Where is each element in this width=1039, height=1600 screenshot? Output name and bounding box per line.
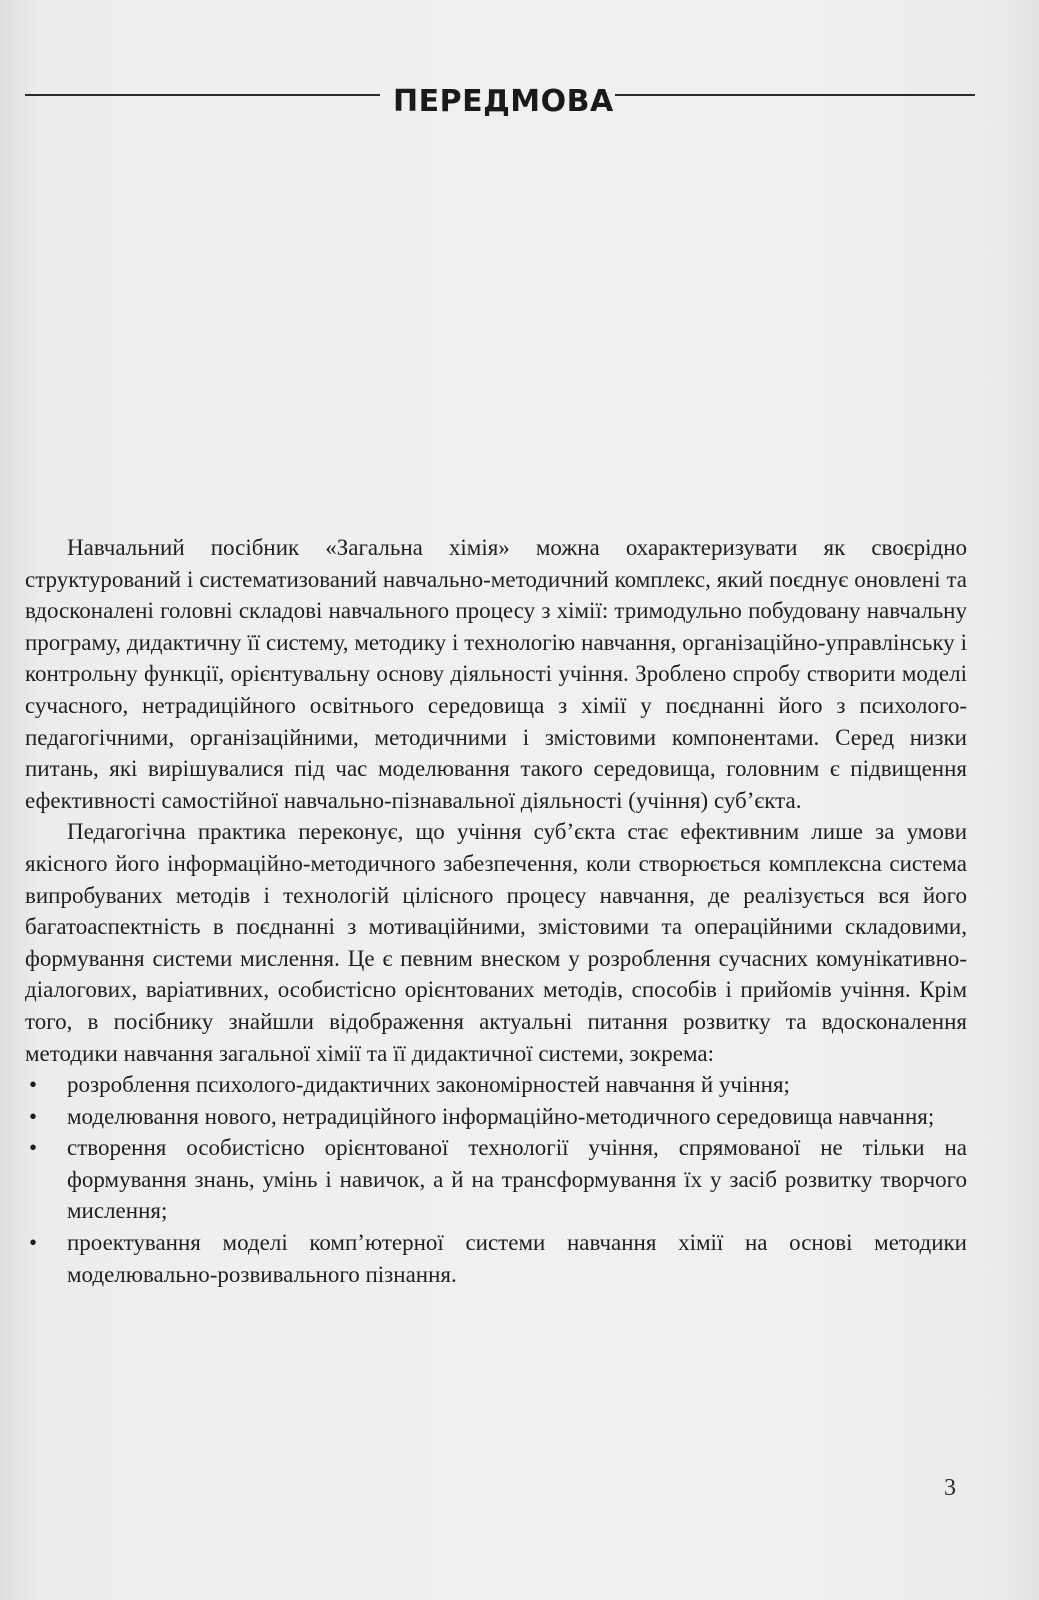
header-rule-right [615,94,975,96]
list-item-text: розроблення психолого-дидактичних закономірностей навчання й учіння; [67,1072,790,1098]
bullet-icon: • [29,1103,38,1129]
bullet-list [25,1069,967,1290]
list-item-text: моделювання нового, нетрадиційного інформаційно-методичного середовища навчання; [67,1103,935,1129]
header-rule-left [25,94,380,96]
bullet-icon: • [29,1230,38,1256]
list-item [25,1132,967,1227]
list-item [25,1069,967,1101]
list-item-text: створення особистісно орієнтованої технології учіння, спрямованої не тільки на формування знань, умінь і навичок, а й на трансформування їх у засіб розвитку творчого мислення; [67,1135,967,1224]
paragraph: Педагогічна практика переконує, що учіння суб’єкта стає ефективним лише за умови якісного його інформаційно-методичного забезпечення, коли створюється комплексна система випробуваних методів і технологій цілісного процесу навчання, де реалізується вся його багатоаспектність в поєднанні з мотиваційними, змістовими та операційними складовими, формування системи мислення. Це є певним внеском у розроблення сучасних комунікативно-діалогових, варіативних, особистісно орієнтованих методів, способів і прийомів учіння. Крім того, в посібнику знайшли відображення актуальні питання розвитку та вдосконалення методики навчання загальної хімії та її дидактичної системи, зокрема: [25,819,967,1066]
paragraph: Навчальний посібник «Загальна хімія» можна охарактеризувати як своєрідно структурований і систематизований навчально-методичний комплекс, який поєднує оновлені та вдосконалені головні складові навчального процесу з хімії: тримодульно побудовану навчальну програму, дидактичну її систему, методику і технологію навчання, організаційно-управлінську і контрольну функції, орієнтувальну основу діяльності учіння. Зроблено спробу створити моделі сучасного, нетрадиційного освітнього середовища з хімії у поєднанні його з психолого-педагогічними, організаційними, методичними і змістовими компонентами. Серед низки питань, які вирішувалися під час моделювання такого середовища, головним є підвищення ефективності самостійної навчально-пізнавальної діяльності (учіння) суб’єкта. [25,535,967,813]
list-item-text: проектування моделі комп’ютерної системи навчання хімії на основі методики моделювально-розвивального пізнання. [67,1230,967,1287]
body-text [25,532,967,1290]
bullet-icon: • [29,1072,38,1098]
list-item [25,1101,967,1133]
bullet-icon: • [29,1135,38,1161]
list-item [25,1227,967,1290]
chapter-header [25,82,975,132]
page-number: 3 [944,1475,956,1501]
chapter-title: ПЕРЕДМОВА [393,84,614,119]
